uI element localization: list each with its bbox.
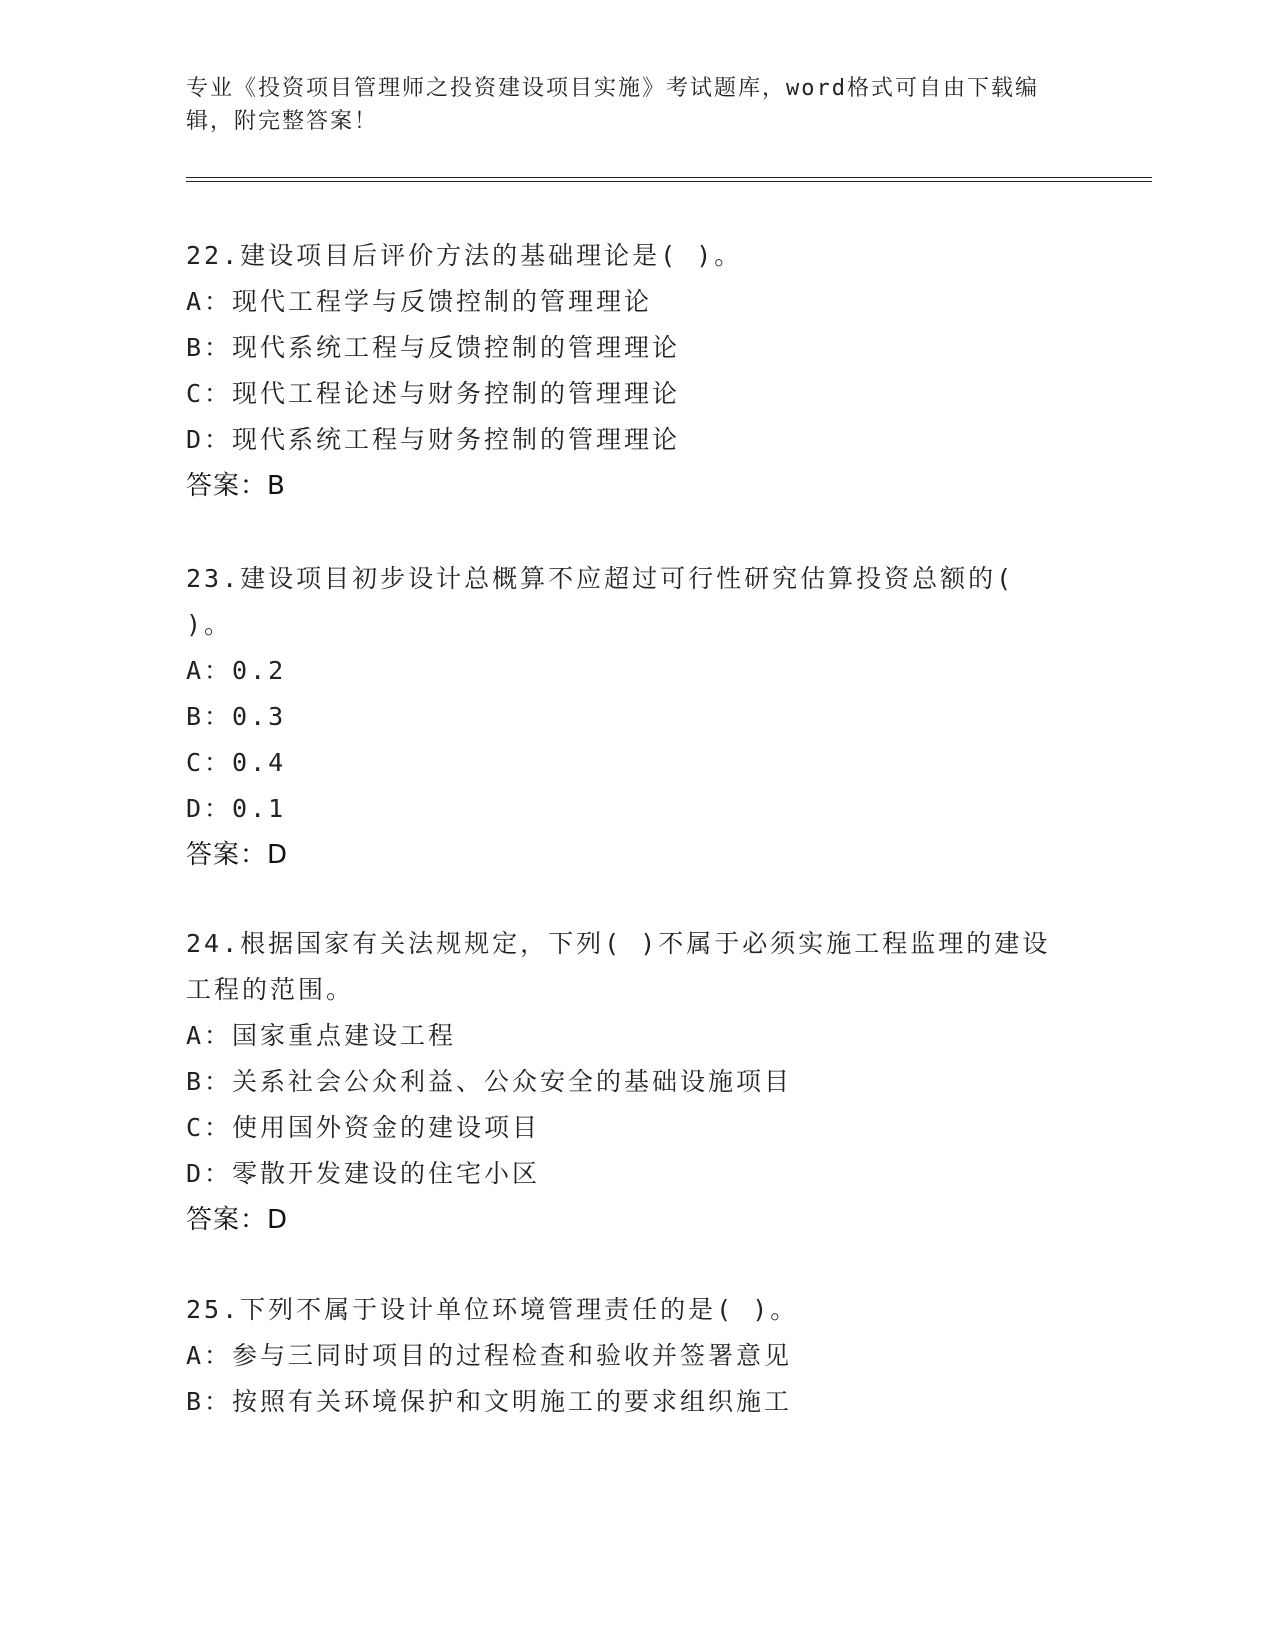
- option-d: D：0.1: [186, 794, 287, 823]
- option-b: B：按照有关环境保护和文明施工的要求组织施工: [186, 1387, 793, 1416]
- option-d: D：现代系统工程与财务控制的管理理论: [186, 425, 681, 454]
- question-stem: 23.建设项目初步设计总概算不应超过可行性研究估算投资总额的( )。: [186, 564, 1015, 639]
- question-25: [186, 1287, 1066, 1425]
- question-22: [186, 233, 1066, 509]
- question-stem: 25.下列不属于设计单位环境管理责任的是( )。: [186, 1295, 799, 1324]
- question-stem: 22.建设项目后评价方法的基础理论是( )。: [186, 241, 743, 270]
- question-stem: 24.根据国家有关法规规定，下列( )不属于必须实施工程监理的建设工程的范围。: [186, 929, 1051, 1004]
- header-divider-bottom: [186, 181, 1152, 182]
- option-a: A：国家重点建设工程: [186, 1021, 457, 1050]
- option-b: B：关系社会公众利益、公众安全的基础设施项目: [186, 1067, 793, 1096]
- answer-line: 答案：D: [186, 1205, 289, 1235]
- option-b: B：现代系统工程与反馈控制的管理理论: [186, 333, 681, 362]
- question-23: [186, 556, 1066, 878]
- document-header-text: 专业《投资项目管理师之投资建设项目实施》考试题库，word格式可自由下载编辑，附完整答案！: [186, 76, 1039, 134]
- answer-line: 答案：B: [186, 471, 286, 501]
- option-a: A：参与三同时项目的过程检查和验收并签署意见: [186, 1341, 793, 1370]
- option-c: C：0.4: [186, 748, 287, 777]
- option-d: D：零散开发建设的住宅小区: [186, 1159, 541, 1188]
- question-24: [186, 921, 1066, 1243]
- option-c: C：现代工程论述与财务控制的管理理论: [186, 379, 681, 408]
- answer-line: 答案：D: [186, 840, 289, 870]
- option-c: C：使用国外资金的建设项目: [186, 1113, 541, 1142]
- option-a: A：0.2: [186, 656, 287, 685]
- header-divider-top: [186, 177, 1152, 178]
- option-b: B：0.3: [186, 702, 287, 731]
- option-a: A：现代工程学与反馈控制的管理理论: [186, 287, 653, 316]
